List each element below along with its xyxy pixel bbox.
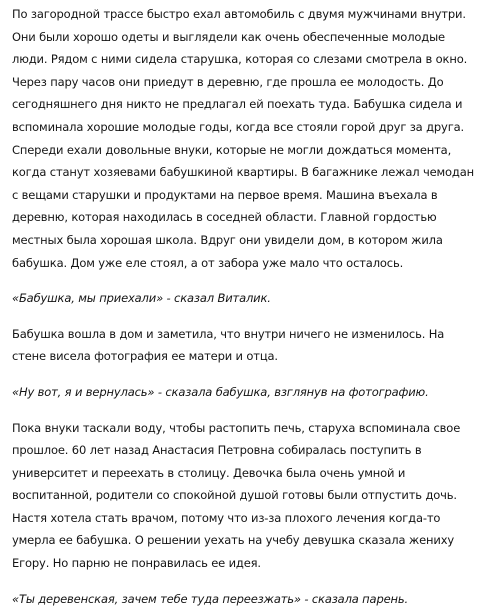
quote-grandmother: «Ну вот, я и вернулась» - сказала бабушка, взглянув на фотографию. [12,384,429,399]
paragraph-trip: По загородной трассе быстро ехал автомобиль с двумя мужчинами внутри. Они были хорошо одеты и выглядели как очень обеспеченные молодые люди. Рядом с ними сидела старушка, которая со слезами смотрела в окно. Через пару часов они приедут в деревню, где прошла ее молодость. До сегодняшнего дня никто не предлагал ей поехать туда. Бабушка сидела и вспоминала хорошие молодые годы, когда все стояли горой друг за друга. Спереди ехали довольные внуки, которые не могли дождаться момента, когда станут хозяевами бабушкиной квартиры. В багажнике лежал чемодан с вещами старушки и продуктами на первое время. Машина въехала в деревню, которая находилась в соседней области. Главной гордостью местных была хорошая школа. Вдруг они увидели дом, в котором жила бабушка. Дом уже еле стоял, а от забора уже мало что осталось. [12,7,474,270]
quote-egor: «Ты деревенская, зачем тебе туда переезжать» - сказала парень. [12,591,409,606]
paragraph-house: Бабушка вошла в дом и заметила, что внутри ничего не изменилось. На стене висела фотография ее матери и отца. [12,326,445,364]
quote-vitalik: «Бабушка, мы приехали» - сказал Виталик. [12,291,271,306]
paragraph-memories: Пока внуки таскали воду, чтобы растопить печь, старуха вспоминала свое прошлое. 60 лет назад Анастасия Петровна собиралась поступить в университет и переехать в столицу. Девочка была очень умной и воспитанной, родители со спокойной душой готовы были отпустить дочь. Настя хотела стать врачом, потому что из-за плохого лечения когда-то умерла ее бабушка. О решении уехать на учебу девушка сказала жениху Егору. Но парню не понравилась ее идея. [12,420,461,571]
